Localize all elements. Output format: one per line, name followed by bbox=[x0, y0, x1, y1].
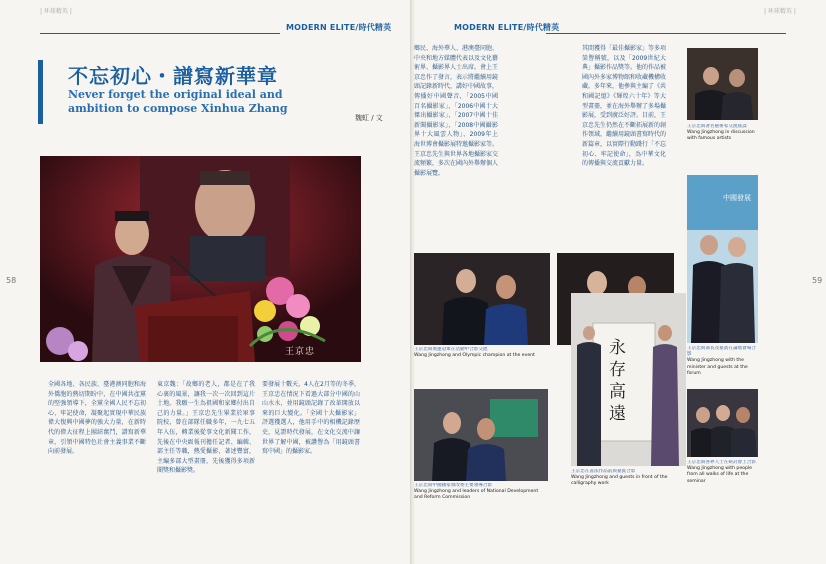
caption-photo-d bbox=[571, 469, 686, 529]
caption-b-zh: 王京忠與中國國家發改委主要領導合影 bbox=[414, 483, 493, 488]
calligraphy-text: 永存高遠 bbox=[609, 338, 626, 424]
page-number-right: 59 bbox=[812, 276, 823, 285]
left-page bbox=[0, 0, 412, 564]
photo-a bbox=[414, 253, 550, 345]
page-number-left: 58 bbox=[6, 276, 17, 285]
caption-d-zh: 王京忠在書法作品前與嘉賓合影 bbox=[571, 469, 636, 474]
section-title-en: MODERN ELITE/ bbox=[286, 23, 359, 32]
caption-photo-e bbox=[687, 124, 758, 158]
caption-g-zh: 王京忠與各界人士在研討會上合影 bbox=[687, 460, 756, 465]
photo-f-backdrop-text: 中國發展 bbox=[723, 194, 751, 202]
photo-b-graphic bbox=[414, 389, 548, 481]
caption-photo-g bbox=[687, 460, 758, 528]
photo-e bbox=[687, 48, 758, 120]
article-title-zh: 不忘初心・譜寫新華章 bbox=[68, 64, 278, 88]
photo-d bbox=[571, 293, 686, 466]
article-body-left-col2: 東京魏：「故鄉的老人，都是在了我心裏的風景，讓我一次一次回到這片土地。我願一生為祖國和家鄉付出自己的力量。」王京忠先生畢業於軍事院校，曾在部隊任職多年，一九七五年入伍，轉業後從事文化新聞工作，先後在中央級報刊擔任記者、編輯、部主任等職，熱愛攝影，著述豐富，主編多部大型畫冊，先後獲得多項新聞獎和攝影獎。 bbox=[157, 381, 255, 475]
caption-d-en: Wang Jingzhong and guests in front of the calligraphy work bbox=[571, 475, 668, 487]
photo-signature: 王京忠 bbox=[285, 347, 316, 357]
left-header-tag: | 环球精英 | bbox=[40, 8, 72, 15]
article-title-en: Never forget the original ideal and ambition to compose Xinhua Zhang bbox=[68, 88, 288, 115]
caption-e-en: Wang Jingzhong in discussion with famous artists bbox=[687, 130, 755, 142]
section-title-zh-right: 時代精英 bbox=[526, 23, 560, 32]
caption-photo-b bbox=[414, 483, 548, 527]
article-body-left-col1: 全國各地、各民族、臺港澳同胞和海外僑胞的熱切期盼中，在中國共產黨的堅強領導下，全黨全國人民不忘初心、牢記使命，凝聚起實現中華民族偉大復興中國夢的強大力量，在新時代的偉大征程上團結奮鬥，譜寫新華章，引領中國特色社會主義事業不斷向前發展。 bbox=[48, 381, 146, 456]
right-header-rule bbox=[546, 33, 786, 34]
caption-f-en: Wang Jingzhong with the minister and guests at the forum bbox=[687, 358, 748, 376]
photo-g bbox=[687, 389, 758, 457]
photo-g-graphic bbox=[687, 389, 758, 457]
article-byline: 魏虹 / 文 bbox=[355, 114, 383, 122]
photo-b bbox=[414, 389, 548, 481]
title-accent-bar bbox=[38, 60, 43, 124]
caption-e-zh: 王京忠與著名藝術家交流座談 bbox=[687, 124, 747, 129]
article-body-left-col3: 要發展十數天，4人在2月等的冬季，王京忠在情況下看過大部分中國的山山水水，並用鏡頭記錄了改革開放以來的巨大變化。「全國十大攝影家」評選獲選人，他用手中的相機記錄歷史，見證時代發展，在文化交流中讓世界了解中國，被讚譽為「用鏡頭書寫中國」的攝影家。 bbox=[262, 381, 360, 456]
photo-f bbox=[687, 175, 758, 343]
right-header-tag: | 环球精英 | bbox=[764, 8, 796, 15]
section-title-zh: 時代精英 bbox=[358, 23, 392, 32]
main-photo bbox=[40, 156, 361, 362]
right-page bbox=[414, 0, 826, 564]
caption-photo-f bbox=[687, 346, 758, 386]
caption-b-en: Wang Jingzhong and leaders of National Development and Reform Commission bbox=[414, 489, 539, 501]
left-header-rule bbox=[40, 33, 280, 34]
left-section-title bbox=[286, 22, 391, 33]
photo-e-graphic bbox=[687, 48, 758, 120]
article-body-right-col1: 鄉民、海外華人、港澳臺同胞、中央和地方媒體代表以及文化藝術界、攝影界人士出席。會上王京忠作了發言，表示將繼續用鏡頭記錄新時代，講好中國故事，傳播好中國聲音，「2005中國百名攝影家」、「2006中國十大傑出攝影家」、「2007中國十佳新聞攝影家」、「2008中國攝影界十大風雲人物」、2009年上海世博會攝影展特邀攝影家等。王京忠先生與世界各地攝影家交流頻繁，多次在國內外舉辦個人攝影展覽。 bbox=[414, 45, 498, 177]
main-photo-graphic bbox=[40, 156, 361, 362]
article-body-right-col2: 其間獲得「最佳攝影家」等多項榮譽稱號，以及「2009世紀大典」攝影作品獎等。他的作品被國內外多家博物館和收藏機構收藏。多年來，他參與主編了《共和國記憶》《輝煌六十年》等大型畫冊，並在海外舉辦了多場攝影展，受到廣泛好評。目前，王京忠先生仍然在不斷拓展新的創作領域，繼續用鏡頭書寫時代的新篇章，以實際行動踐行「不忘初心、牢記使命」，為中華文化的傳播與交流貢獻力量。 bbox=[582, 45, 666, 168]
caption-a-zh: 王京忠與奧運冠軍在活動中合影交流 bbox=[414, 347, 488, 352]
caption-f-zh: 王京忠與部長及嘉賓在論壇會場合影 bbox=[687, 346, 756, 358]
caption-g-en: Wang Jingzhong with people from all walks of life at the seminar bbox=[687, 466, 753, 484]
photo-a-graphic bbox=[414, 253, 550, 345]
section-title-en-right: MODERN ELITE/ bbox=[454, 23, 527, 32]
caption-a-en: Wang Jingzhong and Olympic champion at the event bbox=[414, 353, 535, 359]
caption-photo-a bbox=[414, 347, 550, 379]
right-section-title bbox=[454, 22, 559, 33]
